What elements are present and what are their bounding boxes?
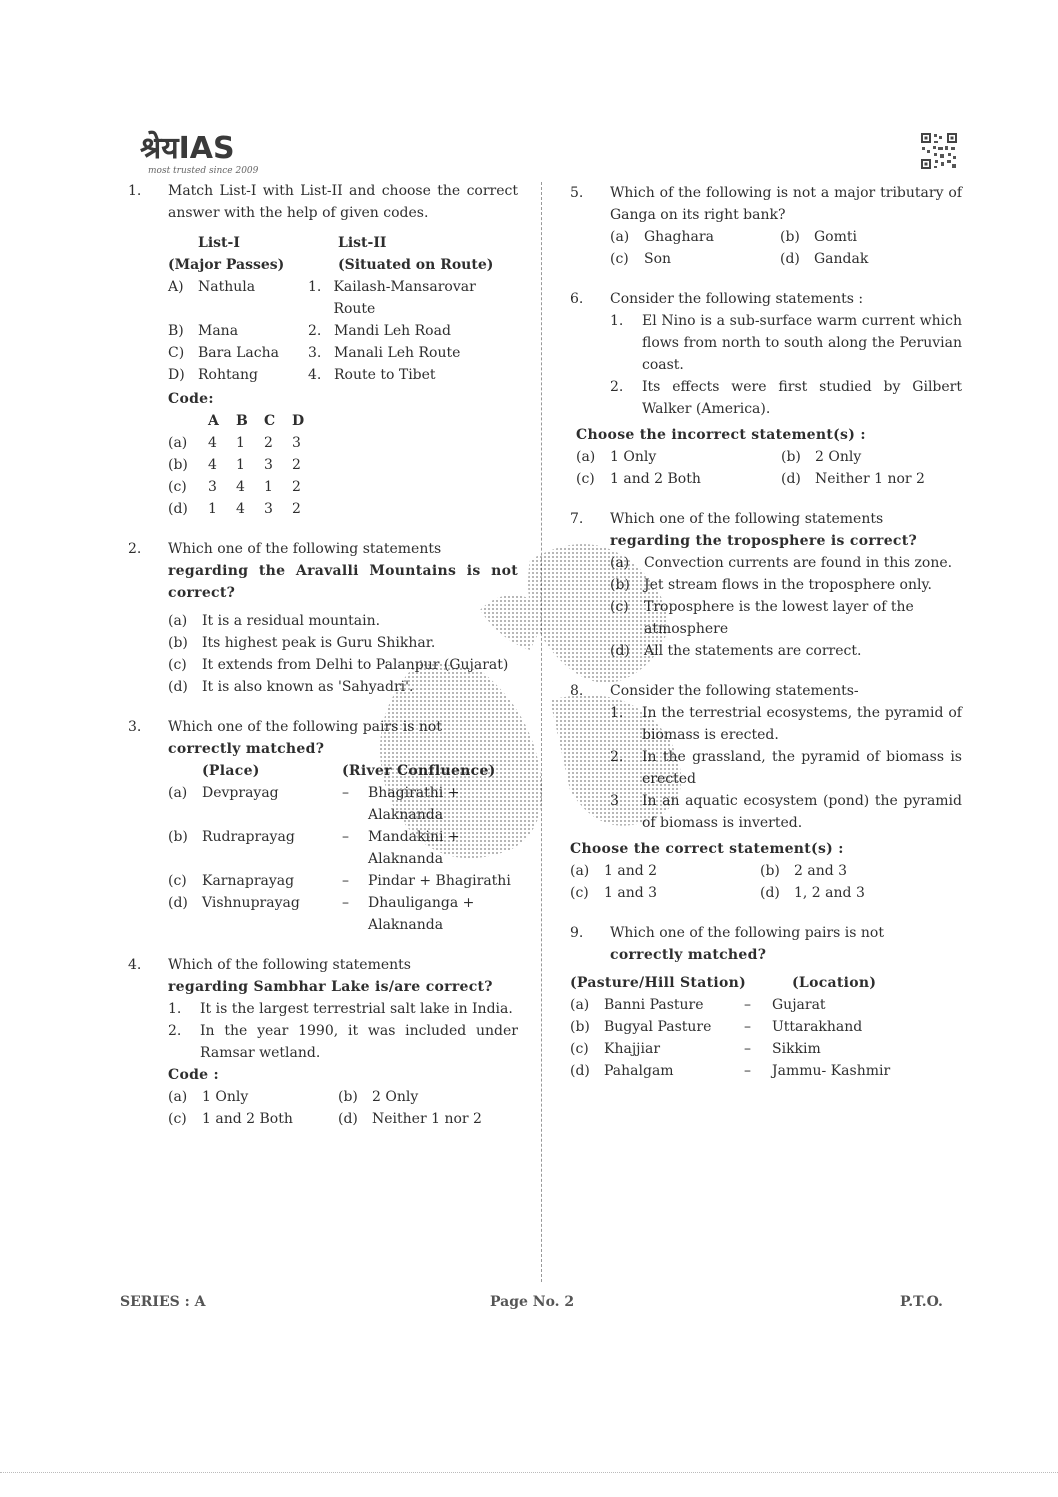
pair-row: [570, 1060, 962, 1082]
option: [610, 640, 962, 662]
pair-dash: –: [342, 829, 349, 845]
question-number: 2.: [128, 541, 142, 557]
logo-tagline: most trusted since 2009: [148, 166, 259, 176]
logo-text: श्रेयIAS: [140, 131, 235, 166]
choose-instruction: Choose the incorrect statement(s) :: [576, 427, 866, 443]
code-label: Code :: [168, 1067, 220, 1083]
code-option-row: [168, 432, 320, 454]
option-key: (c): [168, 1111, 187, 1127]
question-text-bold: regarding Sambhar Lake is/are correct?: [168, 979, 493, 995]
question-2: [128, 538, 518, 698]
code-option-row: [168, 476, 320, 498]
code-option-row: [168, 454, 320, 476]
list2-value: Kailash-Mansarovar Route: [333, 279, 476, 317]
option: [570, 860, 760, 882]
option-key: (d): [781, 471, 801, 487]
pair-col2-title: (Location): [792, 975, 877, 991]
question-text-bold: regarding the troposphere is correct?: [610, 533, 918, 549]
pair-place: Bugyal Pasture: [604, 1019, 712, 1035]
list1-subtitle: (Major Passes): [168, 257, 285, 273]
pair-place: Karnaprayag: [202, 873, 295, 889]
option: [168, 1108, 338, 1130]
option-key: (d): [168, 501, 188, 517]
option-text: 2 Only: [372, 1089, 419, 1105]
option-key: (d): [610, 643, 630, 659]
question-number: 5.: [570, 185, 584, 201]
option-key: (d): [780, 251, 800, 267]
option-text: 2 and 3: [794, 863, 848, 879]
options-grid: [576, 446, 962, 490]
list2-key: 3.: [308, 345, 322, 361]
statement: [168, 998, 518, 1020]
option: [168, 654, 518, 676]
statement-text: Its effects were first studied by Gilbert Walker (America).: [642, 379, 962, 417]
statement: [610, 746, 962, 790]
list1-value: Bara Lacha: [198, 345, 279, 361]
option-key: (a): [168, 435, 188, 451]
option: [781, 468, 962, 490]
question-4: [128, 954, 518, 1130]
series-label: SERIES : A: [120, 1294, 206, 1310]
code-value: 4: [236, 479, 245, 495]
pair-dash: –: [744, 997, 751, 1013]
right-column: [570, 182, 962, 1100]
list2-key: 4.: [308, 367, 322, 383]
pair-dash: –: [342, 873, 349, 889]
pair-value: Bhagirathi + Alaknanda: [368, 785, 460, 823]
option-text: It is a residual mountain.: [202, 613, 381, 629]
code-value: 2: [264, 435, 273, 451]
option-text: All the statements are correct.: [644, 643, 862, 659]
pair-col2-title: (River Confluence): [342, 763, 496, 779]
code-value: 1: [236, 435, 245, 451]
pair-row: [168, 782, 518, 826]
option-text: Gomti: [814, 229, 857, 245]
option-key: (d): [338, 1111, 358, 1127]
option: [338, 1108, 518, 1130]
option-key: (b): [610, 577, 630, 593]
option-text: Neither 1 nor 2: [372, 1111, 482, 1127]
question-text-bold: regarding the Aravalli Mountains is not correct?: [168, 563, 518, 601]
question-number: 3.: [128, 719, 142, 735]
question-7: [570, 508, 962, 662]
list2-value: Route to Tibet: [334, 367, 436, 383]
option-key: (a): [570, 863, 590, 879]
pair-row: [168, 826, 518, 870]
question-text: Match List-I with List-II and choose the correct answer with the help of given codes.: [168, 183, 518, 221]
list-subheaders: [168, 254, 518, 276]
code-head: C: [264, 413, 276, 429]
option: [576, 446, 781, 468]
pair-value: Jammu- Kashmir: [772, 1063, 891, 1079]
statement-text: In an aquatic ecosystem (pond) the pyramid of biomass is inverted.: [642, 793, 962, 831]
list1-key: D): [168, 367, 185, 383]
question-9: [570, 922, 962, 1082]
statement-text: In the grassland, the pyramid of biomass is erected: [642, 749, 962, 787]
option-key: (a): [168, 613, 188, 629]
code-value: 1: [236, 457, 245, 473]
option-key: (a): [168, 1089, 188, 1105]
code-value: 4: [236, 501, 245, 517]
option-text: Troposphere is the lowest layer of the atmosphere: [644, 599, 914, 637]
code-head: D: [292, 413, 305, 429]
pair-place: Pahalgam: [604, 1063, 674, 1079]
question-text: Consider the following statements :: [610, 291, 864, 307]
options-grid: [570, 860, 962, 904]
option: [338, 1086, 518, 1108]
pair-place: Banni Pasture: [604, 997, 704, 1013]
pair-dash: –: [342, 895, 349, 911]
option-text: Son: [644, 251, 672, 267]
option-text: 1 and 3: [604, 885, 658, 901]
pair-value: Dhauliganga + Alaknanda: [368, 895, 475, 933]
statement: [610, 790, 962, 834]
option: [610, 596, 962, 640]
statement-number: 2.: [610, 749, 624, 765]
list1-title: List-I: [198, 235, 240, 251]
pair-dash: –: [744, 1019, 751, 1035]
option-text: Convection currents are found in this zone.: [644, 555, 953, 571]
column-divider: [541, 182, 542, 1282]
code-table: [168, 410, 320, 520]
statement-number: 3: [610, 793, 619, 809]
qr-code-icon: [920, 132, 958, 170]
option-text: Gandak: [814, 251, 869, 267]
question-8: [570, 680, 962, 904]
option-key: (c): [168, 657, 187, 673]
list2-title: List-II: [338, 235, 387, 251]
pair-dash: –: [744, 1041, 751, 1057]
option-key: (c): [570, 1041, 589, 1057]
option: [760, 860, 962, 882]
option: [576, 468, 781, 490]
option: [780, 248, 962, 270]
list1-value: Nathula: [198, 279, 256, 295]
question-number: 4.: [128, 957, 142, 973]
match-row: [168, 342, 518, 364]
option-text: It is also known as 'Sahyadri'.: [202, 679, 414, 695]
option-text: 1, 2 and 3: [794, 885, 865, 901]
pair-place: Vishnuprayag: [202, 895, 300, 911]
question-number: 7.: [570, 511, 584, 527]
code-value: 4: [208, 435, 217, 451]
option-text: Its highest peak is Guru Shikhar.: [202, 635, 436, 651]
pair-header: [570, 972, 962, 994]
pair-place: Devprayag: [202, 785, 279, 801]
statement: [610, 702, 962, 746]
option: [781, 446, 962, 468]
pair-row: [168, 870, 518, 892]
option-key: (b): [780, 229, 800, 245]
list1-key: A): [168, 279, 184, 295]
code-value: 2: [292, 479, 301, 495]
question-number: 9.: [570, 925, 584, 941]
option-key: (d): [760, 885, 780, 901]
question-text: Which of the following is not a major tributary of Ganga on its right bank?: [610, 185, 962, 223]
option-text: Jet stream flows in the troposphere only.: [644, 577, 932, 593]
option-key: (b): [760, 863, 780, 879]
option-key: (a): [576, 449, 596, 465]
pair-value: Pindar + Bhagirathi: [368, 873, 511, 889]
pair-value: Uttarakhand: [772, 1019, 863, 1035]
question-3: [128, 716, 518, 936]
option-key: (d): [168, 679, 188, 695]
pair-value: Sikkim: [772, 1041, 821, 1057]
pair-dash: –: [744, 1063, 751, 1079]
option-text: 1 and 2: [604, 863, 658, 879]
match-row: [168, 320, 518, 342]
option: [168, 676, 518, 698]
pair-header: [168, 760, 518, 782]
code-value: 3: [264, 501, 273, 517]
list1-value: Rohtang: [198, 367, 258, 383]
statement-number: 1.: [610, 705, 624, 721]
pair-place: Rudraprayag: [202, 829, 295, 845]
question-text: Which one of the following pairs is not: [168, 719, 442, 735]
option-key: (c): [610, 251, 629, 267]
pair-value: Mandakini + Alaknanda: [368, 829, 460, 867]
option: [780, 226, 962, 248]
option: [610, 552, 962, 574]
question-1: [128, 180, 518, 520]
option-text: Ghaghara: [644, 229, 714, 245]
option-text: 1 Only: [610, 449, 657, 465]
question-text-bold: correctly matched?: [168, 741, 325, 757]
pair-col1-title: (Pasture/Hill Station): [570, 975, 747, 991]
question-text: Consider the following statements-: [610, 683, 859, 699]
list2-key: 1.: [308, 279, 322, 295]
list2-key: 2.: [308, 323, 322, 339]
option-key: (b): [338, 1089, 358, 1105]
list2-value: Mandi Leh Road: [334, 323, 451, 339]
option: [760, 882, 962, 904]
option-key: (b): [168, 457, 188, 473]
list2-value: Manali Leh Route: [334, 345, 461, 361]
code-value: 1: [208, 501, 217, 517]
pto-label: P.T.O.: [900, 1294, 943, 1310]
question-text: Which of the following statements: [168, 957, 411, 973]
statement-text: It is the largest terrestrial salt lake in India.: [200, 1001, 513, 1017]
statement: [168, 1020, 518, 1064]
option: [168, 632, 518, 654]
list-headers: [168, 232, 518, 254]
code-value: 3: [292, 435, 301, 451]
code-value: 4: [208, 457, 217, 473]
option-text: It extends from Delhi to Palanpur (Gujarat): [202, 657, 509, 673]
question-text: Which one of the following statements: [610, 511, 884, 527]
pair-row: [168, 892, 518, 936]
option-key: (d): [168, 895, 188, 911]
statement-text: El Nino is a sub-surface warm current which flows from north to south along the Peruvian coast.: [642, 313, 962, 373]
bottom-dotted-line: [0, 1472, 1058, 1473]
option-text: 1 and 2 Both: [610, 471, 701, 487]
options-grid: [610, 226, 962, 270]
choose-instruction: Choose the correct statement(s) :: [570, 841, 844, 857]
question-text-bold: correctly matched?: [610, 947, 767, 963]
match-row: [168, 276, 518, 320]
option-key: (b): [781, 449, 801, 465]
option-key: (a): [610, 229, 630, 245]
list1-key: B): [168, 323, 184, 339]
page-number: Page No. 2: [490, 1294, 575, 1310]
code-head: B: [236, 413, 249, 429]
list1-key: C): [168, 345, 185, 361]
question-5: [570, 182, 962, 270]
match-rows: [168, 276, 518, 386]
option: [570, 882, 760, 904]
option-key: (b): [570, 1019, 590, 1035]
statement-number: 1.: [610, 313, 624, 329]
option: [610, 226, 780, 248]
code-label: Code:: [168, 391, 214, 407]
option-key: (c): [576, 471, 595, 487]
option: [168, 1086, 338, 1108]
option-key: (d): [570, 1063, 590, 1079]
list1-value: Mana: [198, 323, 239, 339]
option-text: 1 and 2 Both: [202, 1111, 293, 1127]
code-head: A: [208, 413, 220, 429]
statement-text: In the year 1990, it was included under Ramsar wetland.: [200, 1023, 518, 1061]
statement: [610, 310, 962, 376]
question-text: Which one of the following pairs is not: [610, 925, 884, 941]
option-key: (b): [168, 829, 188, 845]
match-row: [168, 364, 518, 386]
option: [610, 248, 780, 270]
statement-text: In the terrestrial ecosystems, the pyramid of biomass is erected.: [642, 705, 962, 743]
pair-place: Khajjiar: [604, 1041, 661, 1057]
pair-col1-title: (Place): [202, 763, 260, 779]
code-value: 1: [264, 479, 273, 495]
question-number: 1.: [128, 183, 142, 199]
code-value: 2: [292, 501, 301, 517]
code-option-row: [168, 498, 320, 520]
question-number: 8.: [570, 683, 584, 699]
option-key: (c): [168, 873, 187, 889]
question-text: Which one of the following statements: [168, 541, 442, 557]
question-6: [570, 288, 962, 490]
option-key: (c): [168, 479, 187, 495]
statement: [610, 376, 962, 420]
option: [610, 574, 962, 596]
option-key: (b): [168, 635, 188, 651]
pair-row: [570, 1038, 962, 1060]
statement-number: 2.: [168, 1023, 182, 1039]
option: [168, 610, 518, 632]
pair-value: Gujarat: [772, 997, 826, 1013]
code-header-row: [168, 410, 320, 432]
code-value: 3: [208, 479, 217, 495]
option-key: (a): [610, 555, 630, 571]
pair-dash: –: [342, 785, 349, 801]
question-number: 6.: [570, 291, 584, 307]
logo: [140, 132, 310, 182]
statement-number: 2.: [610, 379, 624, 395]
option-text: 1 Only: [202, 1089, 249, 1105]
pair-row: [570, 994, 962, 1016]
option-key: (c): [570, 885, 589, 901]
option-key: (a): [168, 785, 188, 801]
options-grid: [168, 1086, 518, 1130]
pair-row: [570, 1016, 962, 1038]
option-key: (c): [610, 599, 629, 615]
code-value: 3: [264, 457, 273, 473]
option-key: (a): [570, 997, 590, 1013]
left-column: [128, 180, 518, 1148]
statement-number: 1.: [168, 1001, 182, 1017]
list2-subtitle: (Situated on Route): [338, 257, 494, 273]
option-text: Neither 1 nor 2: [815, 471, 925, 487]
code-value: 2: [292, 457, 301, 473]
option-text: 2 Only: [815, 449, 862, 465]
